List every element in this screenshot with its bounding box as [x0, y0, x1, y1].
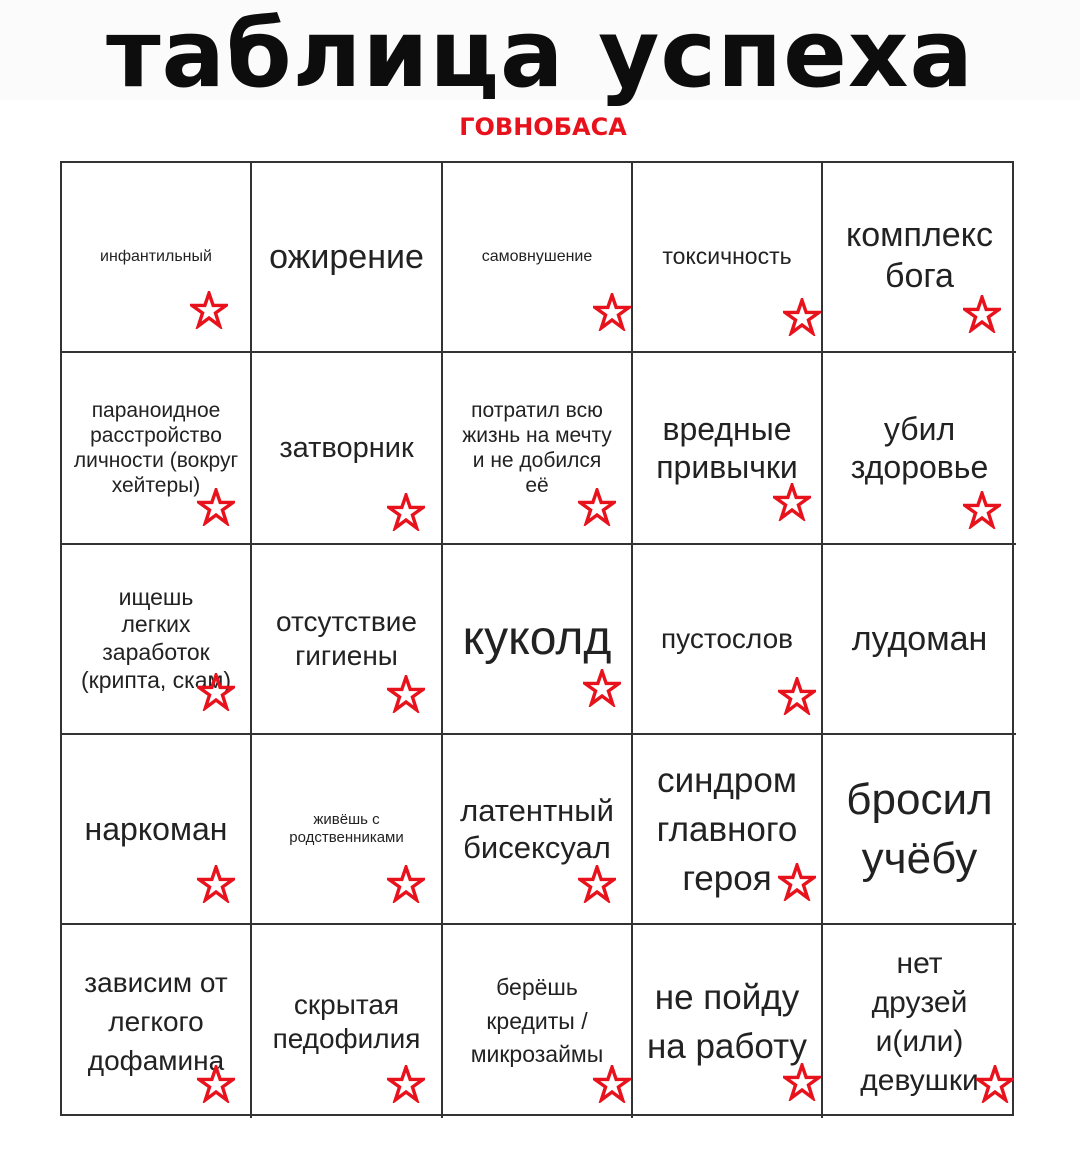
star-outline-icon: [976, 1065, 1014, 1103]
bingo-cell: [823, 353, 1016, 545]
bingo-cell: [443, 545, 633, 735]
cell-label: токсичность: [662, 243, 792, 270]
cell-label: скрытая педофилия: [272, 988, 421, 1054]
bingo-grid: [60, 161, 1014, 1116]
cell-label: комплекс бога: [846, 216, 993, 295]
star-outline-icon: [593, 1065, 631, 1103]
bingo-cell: [252, 163, 443, 353]
star-outline-icon: [387, 675, 425, 713]
bingo-cell: [62, 163, 252, 353]
cell-label: потратил всю жизнь на мечту и не добился её: [462, 398, 612, 498]
bingo-cell: [823, 545, 1016, 735]
bingo-cell: [633, 353, 823, 545]
bingo-cell: [633, 925, 823, 1118]
bingo-cell: [252, 925, 443, 1118]
bingo-cell: [823, 163, 1016, 353]
star-outline-icon: [190, 291, 228, 329]
star-outline-icon: [773, 483, 811, 521]
star-outline-icon: [778, 863, 816, 901]
cell-label: пустослов: [660, 623, 794, 655]
cell-label: куколд: [462, 612, 612, 666]
cell-label: затворник: [279, 431, 414, 464]
page-title: таблица успеха: [106, 0, 974, 109]
bingo-cell: [443, 735, 633, 925]
cell-label: нет друзей и(или) девушки: [860, 946, 979, 1097]
page-subtitle: ГОВНОБАСА: [459, 113, 627, 141]
star-outline-icon: [783, 1063, 821, 1101]
cell-label: берёшь кредиты / микрозаймы: [470, 974, 604, 1068]
bingo-cell: [633, 163, 823, 353]
star-outline-icon: [387, 1065, 425, 1103]
cell-label: лудоман: [851, 619, 988, 658]
cell-label: параноидное расстройство личности (вокруг хейтеры): [73, 398, 239, 498]
star-outline-icon: [583, 669, 621, 707]
star-outline-icon: [963, 491, 1001, 529]
bingo-cell: [443, 925, 633, 1118]
bingo-cell: [823, 925, 1016, 1118]
star-outline-icon: [593, 293, 631, 331]
cell-label: латентный бисексуал: [460, 792, 614, 865]
bingo-cell: [252, 735, 443, 925]
cell-label: синдром главного героя: [656, 760, 798, 898]
bingo-cell: [62, 735, 252, 925]
star-outline-icon: [963, 295, 1001, 333]
cell-label: не пойду на работу: [646, 977, 808, 1066]
cell-label: самовнушение: [481, 248, 593, 266]
bingo-cell: [443, 353, 633, 545]
cell-label: инфантильный: [100, 248, 212, 266]
star-outline-icon: [197, 488, 235, 526]
cell-label: ожирение: [269, 237, 424, 276]
star-outline-icon: [197, 865, 235, 903]
star-outline-icon: [387, 865, 425, 903]
bingo-cell: [633, 735, 823, 925]
star-outline-icon: [578, 488, 616, 526]
bingo-cell: [633, 545, 823, 735]
star-outline-icon: [578, 865, 616, 903]
cell-label: наркоман: [84, 810, 228, 847]
cell-label: отсутствие гигиены: [276, 606, 417, 671]
cell-label: зависим от легкого дофамина: [84, 966, 228, 1077]
star-outline-icon: [387, 493, 425, 531]
star-outline-icon: [783, 298, 821, 336]
bingo-cell: [62, 545, 252, 735]
cell-label: ищешь легких заработок (крипта, скам): [81, 583, 231, 693]
bingo-cell: [252, 353, 443, 545]
star-outline-icon: [197, 673, 235, 711]
star-outline-icon: [197, 1065, 235, 1103]
cell-label: убил здоровье: [850, 410, 989, 485]
cell-label: вредные привычки: [656, 410, 798, 485]
bingo-cell: [62, 925, 252, 1118]
star-outline-icon: [778, 677, 816, 715]
cell-label: бросил учёбу: [846, 774, 993, 883]
bingo-cell: [62, 353, 252, 545]
bingo-cell: [252, 545, 443, 735]
cell-label: живёшь с родственниками: [289, 811, 404, 846]
bingo-cell: [823, 735, 1016, 925]
bingo-cell: [443, 163, 633, 353]
